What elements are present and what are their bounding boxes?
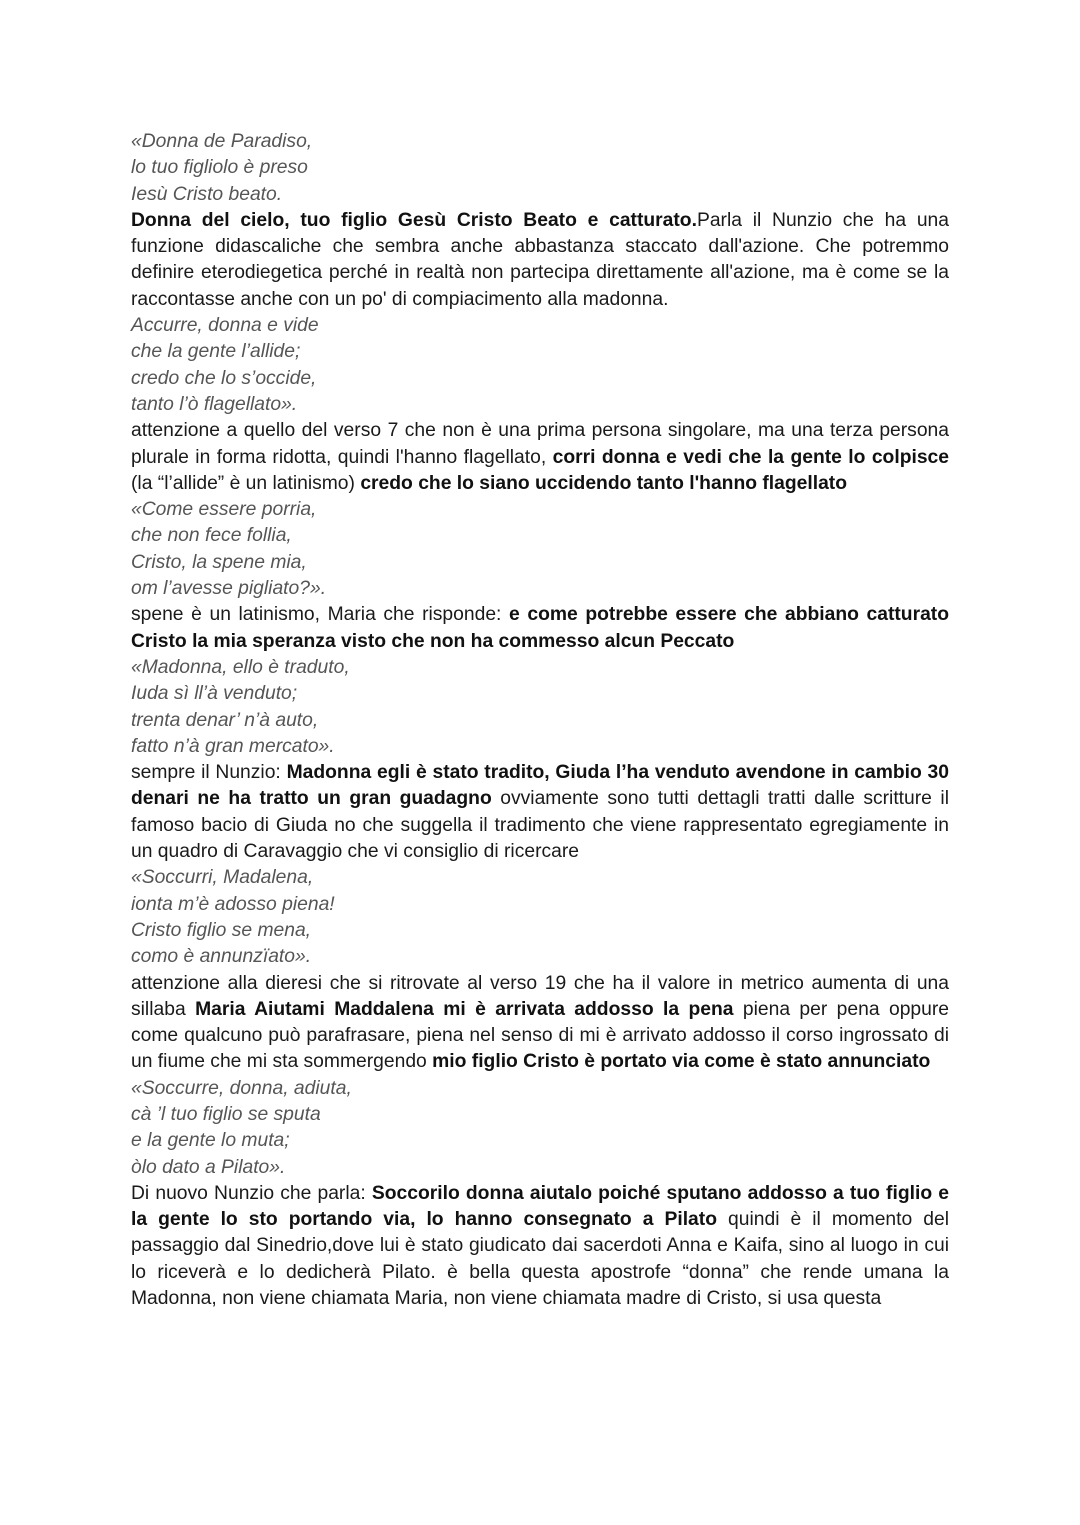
paraphrase-bold: Donna del cielo, tuo figlio Gesù Cristo Beato e catturato. (131, 209, 697, 231)
stanza-6 (131, 1076, 949, 1313)
paraphrase-bold: corri donna e vedi che la gente lo colpisce (552, 446, 949, 468)
paraphrase-bold: e come potrebbe essere che abbiano catturato Cristo la mia speranza visto che non ha commesso alcun Peccato (131, 604, 950, 652)
stanza-2 (131, 313, 949, 497)
commentary-paragraph (131, 971, 949, 1076)
commentary-text: (la “l’allide” è un latinismo) (131, 472, 361, 494)
verse-line: che la gente l’allide; (131, 341, 301, 363)
commentary-text: piena per pena oppure come qualcuno può parafrasare, piena nel senso di mi è arrivato addosso il corso ingrossato di un fiume che mi sta sommergendo (131, 998, 950, 1073)
verse-line: ionta m’è adosso piena! (131, 893, 335, 915)
document-page (131, 129, 949, 1312)
verse-line: Iesù Cristo beato. (131, 183, 283, 205)
verse-line: «Donna de Paradiso, (131, 131, 313, 152)
stanza-4 (131, 655, 949, 865)
verse-line: Iuda sì ll’à venduto; (131, 683, 298, 705)
verse-line: Cristo, la spene mia, (131, 551, 307, 573)
stanza-3 (131, 497, 949, 655)
verse-line: «Soccurre, donna, adiuta, (131, 1077, 352, 1099)
commentary-text: attenzione a quello del verso 7 che non è una prima persona singolare, ma una terza persona plurale in forma ridotta, quindi l'hanno flagellato, (131, 420, 949, 468)
verse-line: «Come essere porria, (131, 499, 317, 521)
verse-line: fatto n’à gran mercato». (131, 735, 335, 757)
verse-line: Accurre, donna e vide (131, 315, 319, 337)
commentary-text: attenzione alla dieresi che si ritrovate al verso 19 che ha il valore in metrico aumenta di una sillaba (131, 972, 949, 1020)
verse-line: como è annunzïato». (131, 946, 312, 968)
verse-line: credo che lo s’occide, (131, 367, 317, 389)
verse-line: trenta denar’ n’à auto, (131, 709, 319, 731)
verse-line: «Soccurri, Madalena, (131, 867, 314, 889)
commentary-text: ovviamente sono tutti dettagli tratti dalle scritture il famoso bacio di Giuda no che suggella il tradimento che viene rappresentato egregiamente in un quadro di Caravaggio che vi consiglio di ricercare (131, 788, 949, 863)
verse-line: e la gente lo muta; (131, 1130, 290, 1152)
verse-line: òlo dato a Pilato». (131, 1156, 286, 1178)
commentary-text: Di nuovo Nunzio che parla: (131, 1182, 372, 1204)
paraphrase-bold: Soccorilo donna aiutalo poiché sputano addosso a tuo figlio e la gente lo sto portando via, lo hanno consegnato a Pilato (131, 1182, 949, 1231)
paraphrase-bold: mio figlio Cristo è portato via come è stato annunciato (432, 1051, 931, 1073)
commentary-text: quindi è il momento del passaggio dal Sinedrio,dove lui è stato giudicato dai sacerdoti Anna e Kaifa, sino al luogo in cui lo riceverà e lo dedicherà Pilato. è bella questa apostrofe “donna” che rende umana la Madonna, non viene chiamata Maria, non viene chiamata madre di Cristo, si usa questa (131, 1209, 950, 1310)
verse-line: tanto l’ò flagellato». (131, 393, 298, 415)
verse-line: «Madonna, ello è traduto, (131, 656, 350, 678)
commentary-paragraph (131, 418, 949, 497)
paraphrase-bold: Madonna egli è stato tradito, Giuda l’ha venduto avendone in cambio 30 denari ne ha tratto un gran guadagno (131, 762, 949, 810)
stanza-5 (131, 865, 949, 1075)
paraphrase-bold: Maria Aiutami Maddalena mi è arrivata addosso la pena (195, 998, 734, 1020)
verse-line: om l’avesse pigliato?». (131, 578, 327, 600)
verse-line: cà ’l tuo figlio se sputa (131, 1103, 321, 1125)
paraphrase-bold: credo che lo siano uccidendo tanto l'hanno flagellato (360, 472, 848, 494)
commentary-paragraph (131, 208, 949, 313)
verse-line: che non fece follia, (131, 525, 292, 547)
commentary-paragraph (131, 760, 949, 865)
commentary-paragraph (131, 1181, 949, 1312)
stanza-1 (131, 129, 949, 313)
commentary-text: spene è un latinismo, Maria che risponde: (131, 604, 510, 626)
verse-line: lo tuo figliolo è preso (131, 157, 308, 179)
commentary-text: sempre il Nunzio: (131, 762, 287, 784)
verse-line: Cristo figlio se mena, (131, 919, 312, 941)
commentary-paragraph (131, 602, 949, 655)
commentary-text: Parla il Nunzio che ha una funzione didascaliche che sembra anche abbastanza staccato dall'azione. Che potremmo definire eterodiegetica perché in realtà non partecipa direttamente all'azione, ma è come se la raccontasse anche con un po' di compiacimento alla madonna. (131, 209, 949, 310)
